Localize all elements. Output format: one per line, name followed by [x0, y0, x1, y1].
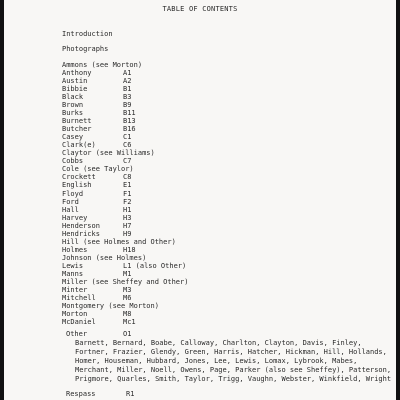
entry-name: Butcher	[62, 125, 92, 133]
entry-code: M1	[123, 270, 132, 278]
entry-code: C6	[123, 141, 132, 149]
entry-code: M8	[123, 310, 132, 318]
entry-name: Claytor (see Williams)	[62, 149, 155, 157]
entry-name: Cole (see Taylor)	[62, 165, 134, 173]
entry-code: B11	[123, 109, 136, 117]
other-code: O1	[123, 330, 132, 338]
entry-name: Minter	[62, 286, 88, 294]
entry-code: B9	[123, 101, 132, 109]
entry-code: F1	[123, 190, 132, 198]
entry-name: Hall	[62, 206, 79, 214]
entry-name: Ammons (see Morton)	[62, 61, 143, 69]
entry-name: Hendricks	[62, 230, 100, 238]
entry-name: Brown	[62, 101, 84, 109]
entry-code: M3	[123, 286, 132, 294]
entry-name: Lewis	[62, 262, 84, 270]
entry-code: B13	[123, 117, 136, 125]
entry-name: Floyd	[62, 190, 84, 198]
entry-name: McDaniel	[62, 318, 96, 326]
entry-name: Casey	[62, 133, 84, 141]
entry-name: Montgomery (see Morton)	[62, 302, 159, 310]
entry-name: Crockett	[62, 173, 96, 181]
entry-code: M6	[123, 294, 132, 302]
entry-name: Hill (see Holmes and Other)	[62, 238, 176, 246]
introduction-heading: Introduction	[62, 30, 113, 38]
entry-code: C1	[123, 133, 132, 141]
entry-code: Mc1	[123, 318, 136, 326]
entry-name: Burks	[62, 109, 84, 117]
entry-name: Mitchell	[62, 294, 96, 302]
entry-name: Manns	[62, 270, 84, 278]
entry-code: L1 (also Other)	[123, 262, 187, 270]
entry-name: Anthony	[62, 69, 92, 77]
entry-code: A2	[123, 77, 132, 85]
entry-code: B3	[123, 93, 132, 101]
entry-name: Ford	[62, 198, 79, 206]
entry-name: Johnson (see Holmes)	[62, 254, 147, 262]
entry-name: Austin	[62, 77, 88, 85]
entry-code: H9	[123, 230, 132, 238]
entry-name: Burnett	[62, 117, 92, 125]
entry-code: H18	[123, 246, 136, 254]
entry-name: Bibbie	[62, 85, 88, 93]
other-label: Other	[66, 330, 88, 338]
entry-name: Henderson	[62, 222, 100, 230]
entry-code: A1	[123, 69, 132, 77]
document-page	[4, 0, 396, 400]
respass-code: R1	[126, 390, 135, 398]
entry-name: Morton	[62, 310, 88, 318]
photographs-heading: Photographs	[62, 45, 109, 53]
entry-code: E1	[123, 181, 132, 189]
entry-name: Miller (see Sheffey and Other)	[62, 278, 189, 286]
respass-label: Respass	[66, 390, 96, 398]
entry-name: Holmes	[62, 246, 88, 254]
entry-code: C8	[123, 173, 132, 181]
entry-code: H3	[123, 214, 132, 222]
entry-name: Black	[62, 93, 84, 101]
entry-code: H7	[123, 222, 132, 230]
entry-code: B1	[123, 85, 132, 93]
entry-name: Clark(e)	[62, 141, 96, 149]
entry-name: English	[62, 181, 92, 189]
entry-name: Cobbs	[62, 157, 84, 165]
entry-name: Harvey	[62, 214, 88, 222]
entry-code: H1	[123, 206, 132, 214]
entry-code: F2	[123, 198, 132, 206]
entry-code: C7	[123, 157, 132, 165]
other-names-paragraph: Barnett, Bernard, Boabe, Calloway, Charlton, Clayton, Davis, Finley, Fortner, Frazier, Glendy, Green, Harris, Hatcher, Hickman, Hill, Hollands, Homer, Houseman, Hubbard, Jones, Lee, Lewis, Lomax, Lybrook, Mabes, Merchant, Miller, Noell, Owens, Page, Parker (also see Sheffey), Patterson, Prigmore, Quarles, Smith, Taylor, Trigg, Vaughn, Webster, Winkfield, Wright	[75, 339, 392, 383]
page-title: TABLE OF CONTENTS	[162, 5, 238, 13]
entry-code: B16	[123, 125, 136, 133]
